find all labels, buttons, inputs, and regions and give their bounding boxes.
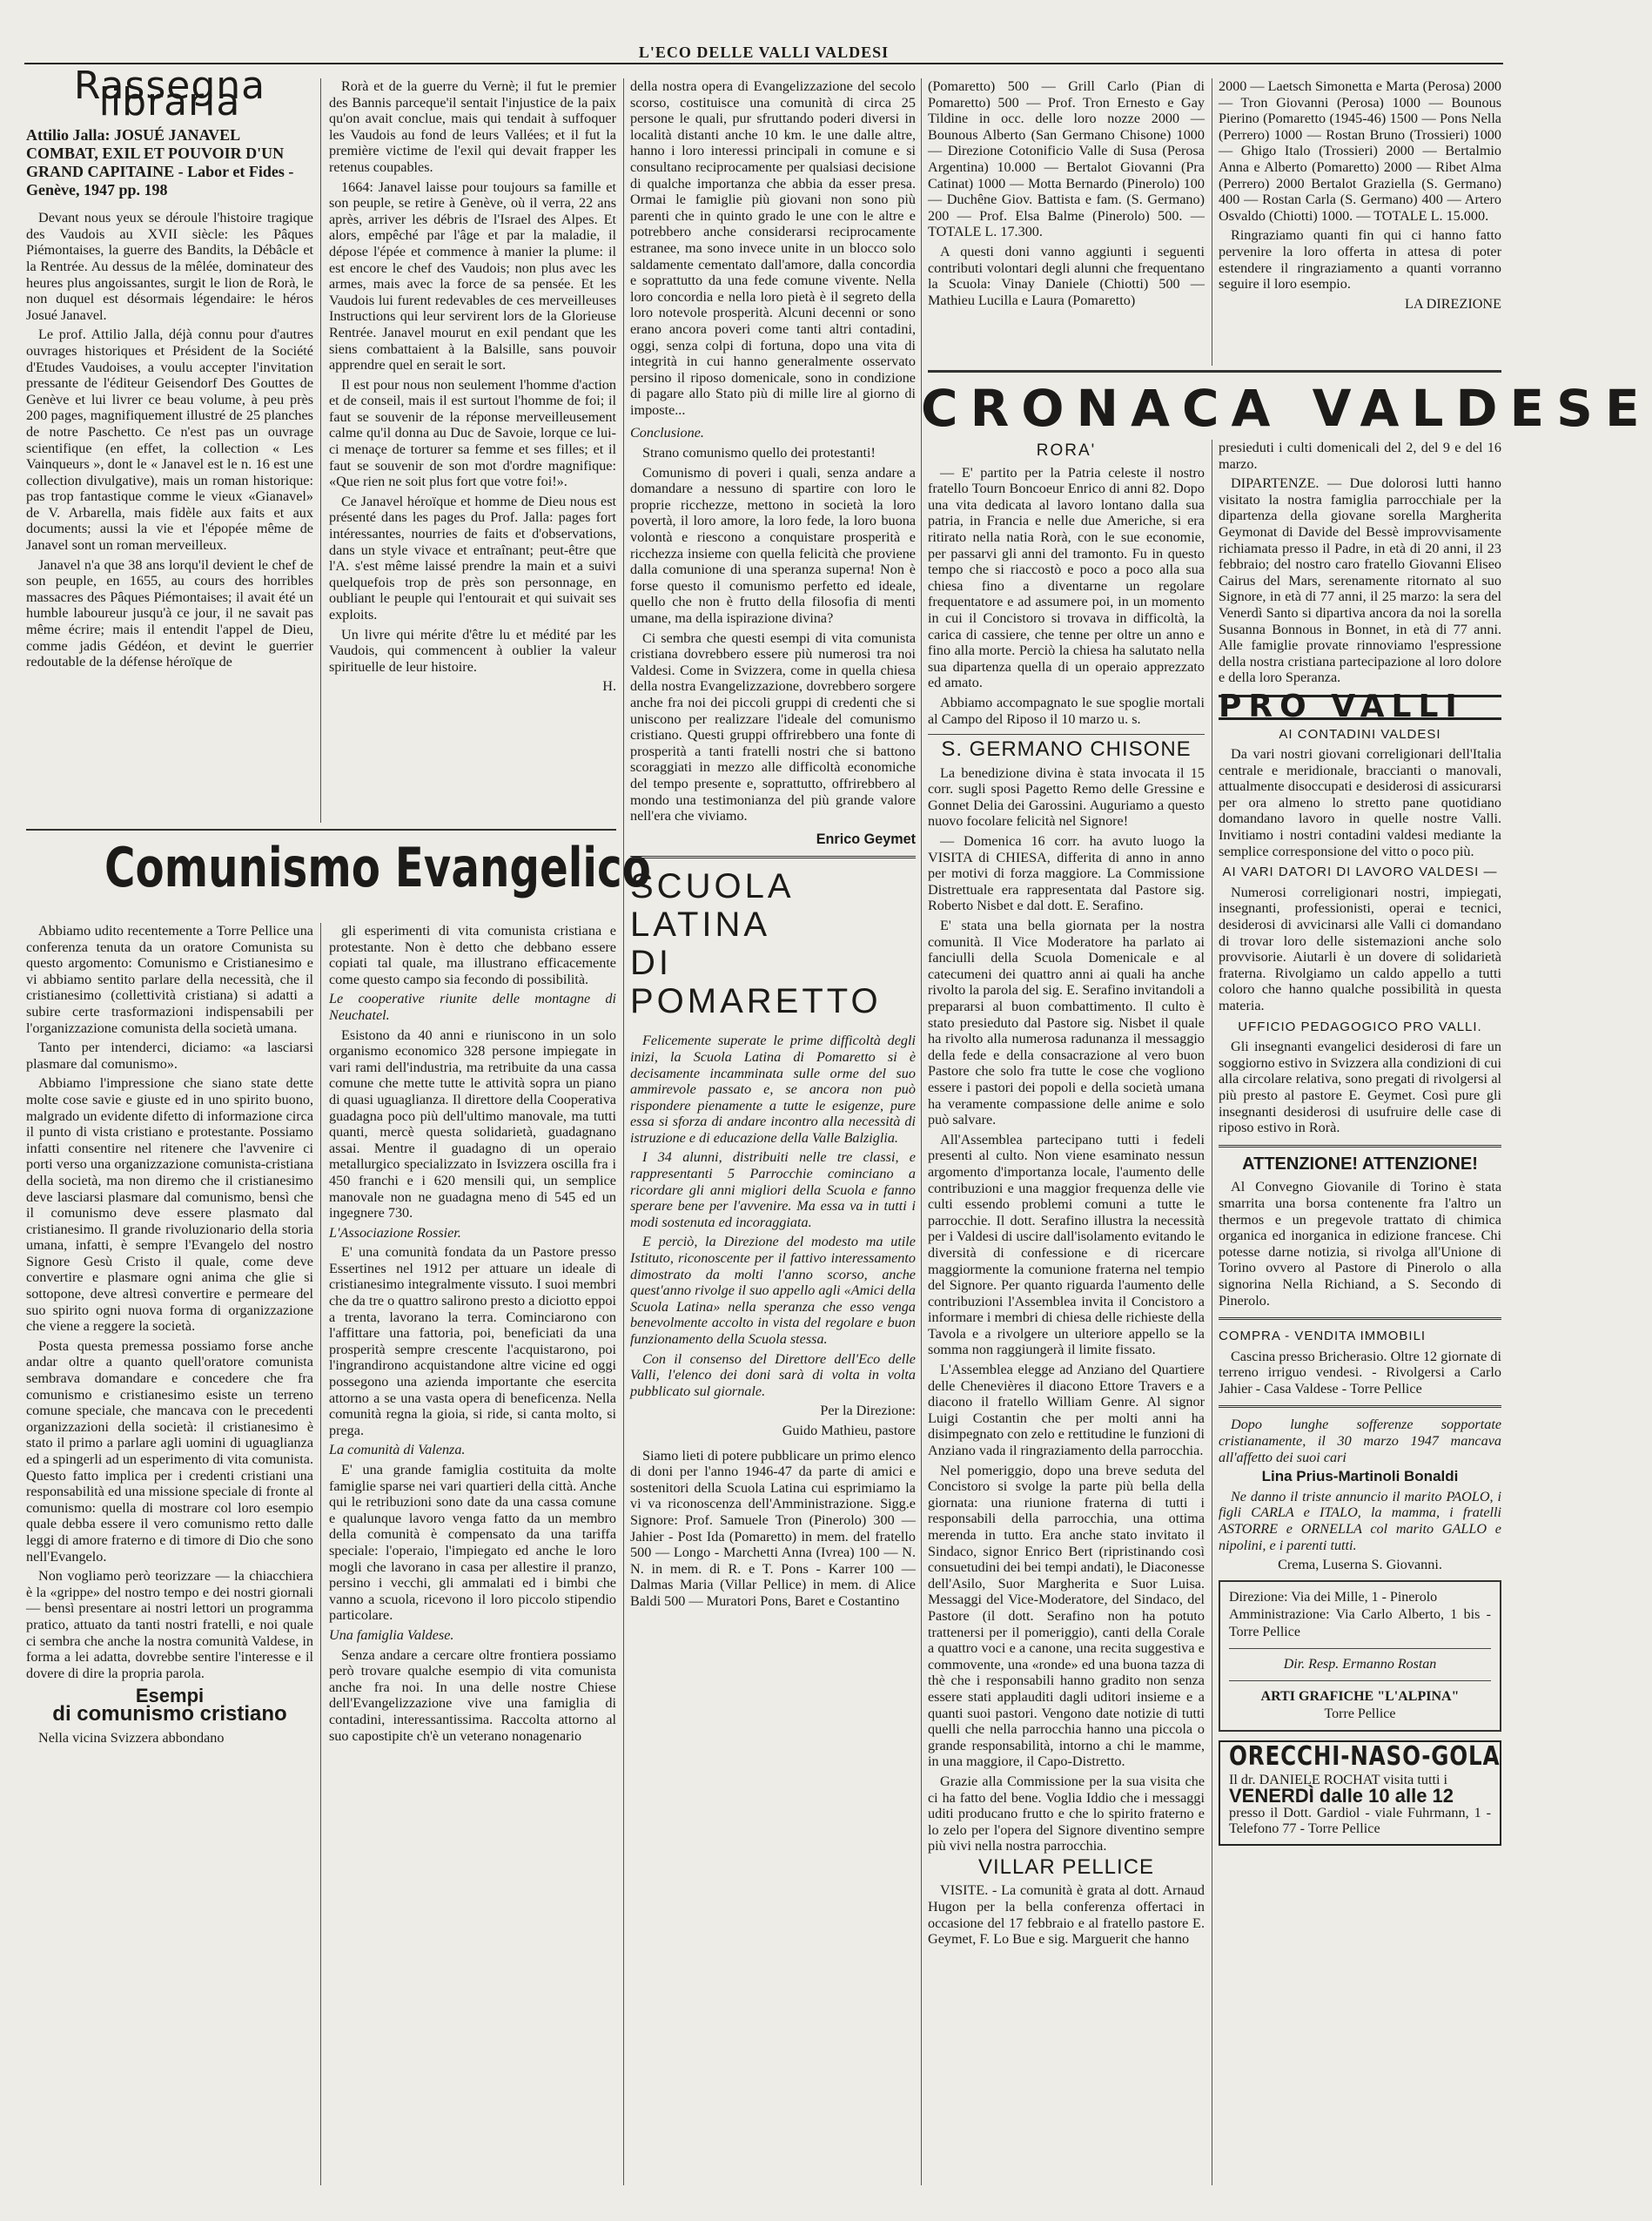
famiglia-heading: Una famiglia Valdese. (329, 1626, 454, 1643)
esempi-subheading: di comunismo cristiano (52, 1701, 287, 1726)
ad-line: Il dr. DANIELE ROCHAT visita tutti i (1229, 1772, 1448, 1788)
ad-address: presso il Dott. Gardiol - viale Fuhrmann, 1 - Telefono 77 - Torre Pellice (1229, 1804, 1491, 1837)
villar-heading: VILLAR PELLICE (977, 1854, 1155, 1879)
rassegna-paragraph: Rorà et de la guerre du Vernè; il fut le premier des Bannis parceque'il sentait l'injustice de la paix qu'on avait conclue, mais qui tendait à suffoquer les Vaudois au fond de leurs Vallées; et il fut la première victime de l'exil qui devait frapper les retenus coupables. (329, 78, 616, 175)
direzione-line: Direzione: Via dei Mille, 1 - Pinerolo (1229, 1589, 1438, 1605)
article-paragraph: Nella vicina Svizzera abbondano (38, 1729, 225, 1746)
doni-paragraph: A questi doni vanno aggiunti i seguenti contributi volontari degli alunni che frequentano la Scuola: Vinay Daniele (Chiotti) 500 — Mathieu Lucilla e Laura (Pomaretto) (928, 243, 1205, 308)
article-paragraph: Strano comunismo quello dei protestanti! (642, 445, 876, 461)
attenzione-heading: ATTENZIONE! ATTENZIONE! (1242, 1154, 1478, 1174)
cronaca-paragraph: presieduti i culti domenicali del 2, del 9 e del 16 marzo. (1219, 440, 1501, 472)
provalli-heading: PRO VALLI (1219, 695, 1501, 720)
section-rule (1219, 1317, 1501, 1320)
cronaca-paragraph: — Domenica 16 corr. ha avuto luogo la VISITA di CHIESA, differita di anno in anno per motivi di forza maggiore. La Commissione Distrettuale era rappresentata dal Pastore sig. Roberto Nisbet e dal dott. E. Serafino. (928, 833, 1205, 914)
rassegna-paragraph: Un livre qui mérite d'être lu et médité par les Vaudois, qui commencent à oublier la valeur spirituelle de leur histoire. (329, 626, 616, 675)
doni-paragraph: (Pomaretto) 500 — Grill Carlo (Pian di Pomaretto) 500 — Prof. Tron Ernesto e Gay Tildine in occ. delle loro nozze 2000 — Bounous Alberto (San Germano Chisone) 1000 — Direzione Cotonificio Valle di Susa (Perosa Argentina) 10.000 — Bertalot Giovanni (Pra Catinat) 1000 — Motta Bernardo (Pinerolo) 100 — Duchêne Giov. Battista e fam. (S. Germano) 200 — Prof. Elsa Balme (Pinerolo) 500. — TOTALE L. 17.300. (928, 78, 1205, 240)
scuola-paragraph: Felicemente superate le prime difficoltà degli inizi, la Scuola Latina di Pomaretto si è decisamente incamminata sulle orme del suo ammirevole passato e, se ancora non può rispondere pienamente a tutte le esigenze, pure essa si sforza di andare incontro alla necessità di istruzione e di educazione della Valle Balziglia. (630, 1033, 916, 1146)
section-rule (928, 370, 1501, 373)
article-paragraph: Non vogliamo però teorizzare — la chiacchiera è la «grippe» del nostro tempo e dei nostri giornali — bensì presentare ai nostri lettori un programma pratico, attuato da tanti nostri fratelli, e noi quale ci sembra che anche la nostra comunità Valdese, in forma a lei adatta, dovrebbe sentire l'interesse e il dovere di dire la propria parola. (26, 1568, 313, 1681)
scuola-paragraph: Con il consenso del Direttore dell'Eco delle Valli, l'elenco dei doni sarà di volta in volta pubblicato sul giornale. (630, 1350, 916, 1399)
book-title: Attilio Jalla: JOSUÉ JANAVEL COMBAT, EXIL ET POUVOIR D'UN GRAND CAPITAINE - Labor et Fides - Genève, 1947 pp. 198 (26, 126, 294, 199)
article-paragraph: E' una comunità fondata da un Pastore presso Essertines nel 1912 per attuare un ideale di cristianesimo integralmente vissuto. I suoi membri che da tre o quattro salirono presto a diciotto eppoi a trenta, lavorano la terra. Cominciarono con l'affittare una fattoria, poi, beneficiati da una prosperità sempre crescente l'acquistarono, poi l'ingrandirono acquistandone altre vicine ed oggi possegono una azienda importante che esercita attorno a se una vasta opera di beneficenza. Nella comunità regna la gioia, si ride, si canta molto, si prega. (329, 1244, 616, 1438)
cronaca-paragraph: All'Assemblea partecipano tutti i fedeli presenti al culto. Non viene esaminato nessun argomento d'importanza locale, l'aumento delle contribuzioni e una maggior frequenza delle vie culti essendo problemi comuni a tutte le parrocchie. Il dott. Serafino illustra la necessità per i Valdesi di uscire dall'isolamento evitando le diversità di confessione e di ricercare maggiormente la comunione fraterna nel tempio del Signore. Per quanto riguarda l'aumento delle contribuzioni l'Assemblea invita il Concistoro a informare i membri di chiesa delle richieste della Tavola e a rivolgere un ulteriore appello se la somma non raggiungerà il limite fissato. (928, 1131, 1205, 1358)
direttore-line: Dir. Resp. Ermanno Rostan (1283, 1656, 1437, 1672)
section-rule (1219, 1405, 1501, 1408)
valenza-heading: La comunità di Valenza. (329, 1442, 466, 1458)
cronaca-paragraph: Grazie alla Commissione per la sua visita che ci ha fatto del bene. Voglia Iddio che i messaggi uditi producano frutto e che lo spirito fraterno e lo zelo per l'opera del Signore diventino sempre più vivi nella nostra parrocchia. (928, 1773, 1205, 1854)
article-paragraph: Esistono da 40 anni e riuniscono in un solo organismo economico 328 persone impiegate in vari rami dell'industria, ma retribuite da una cassa comune che mette tutte le attività sopra un piano di quasi uguaglianza. Il direttore della Cooperativa guadagna poco più dell'ultimo manovale, ma tutti quanti, mercè questa solidarietà, guadagnano assai. Mentre il guadagno di un operaio metallurgico specializzato in Isvizzera oscilla fra i 450 franchi e i 620 mensili qui, un semplice manovale non ne guadagna meno di 545 ed un ingegnere 730. (329, 1026, 616, 1222)
ad-title: ORECCHI-NASO-GOLA (1229, 1740, 1501, 1772)
column-3 (630, 78, 916, 2185)
rassegna-paragraph: 1664: Janavel laisse pour toujours sa famille et son peuple, se retire à Genève, où il verra, 22 ans après, arriver les débris de l'Israel des Alpes. Et alors, empêché par l'âge et par la maladie, il dépose l'épée et commence à manier la plume: il est encore le chef des Vaudois; non plus avec les armes, mais avec la force de sa pensée. Et les Vaudois lui furent redevables de ces merveilleuses Instructions qui leur servirent lors de la Glorieuse Rentrée. Janavel mourut en exil pendant que les siens combattaient à la Balsille, sans pouvoir apprendre quel en serait le sort. (329, 178, 616, 374)
provalli-paragraph: Da vari nostri giovani correligionari dell'Italia centrale e meridionale, braccianti o manovali, attualmente disoccupati e desiderosi di assicurarsi per ora almeno lo stretto pane quotidiano domandano lavoro in quelle nostre Valli. Invitiamo i nostri contadini valdesi mediante la semplice corresponsione del vitto o poco più. (1219, 746, 1501, 859)
article-paragraph: Posta questa premessa possiamo forse anche andar oltre a quanto quell'oratore comunista sembrava domandare e concedere che fra comunismo e cristianesimo esiste un terreno comune speciale, che mancava con le precedenti organizzazioni della società: il cristianesimo è stato il primo a parlare agli uomini di uguaglianza ed a spingerli ad un esperimento di vita comunista. Questo fatto implica per i credenti cristiani una responsabilità ed una missione speciale di fronte al comunismo: quella di mostrare col loro esempio quale debba essere il vero comunismo retto dalle leggi di amore fraterno e di timore di Dio che sono nell'Evangelo. (26, 1337, 313, 1565)
provalli-paragraph: Numerosi correligionari nostri, impiegati, insegnanti, professionisti, operai e tecnici, desiderosi di avvicinarsi alle Valli ci domandano di trovar loro delle sistemazioni anche solo provvisorie. Aiutarli è un dovere di solidarietà fraterna. Rivolgiamo un caldo appello a tutti coloro che hanno qualche possibilità in questa materia. (1219, 884, 1501, 1013)
cronaca-paragraph: L'Assemblea elegge ad Anziano del Quartiere delle Chenevières il diacono Ettore Travers e a diacono il fratello William Genre. Al signor Luigi Costantin che per molti anni ha disimpegnato con zelo e rettitudine le funzioni di Anziano vada il ringraziamento della parrocchia. (928, 1362, 1205, 1459)
article-paragraph: Abbiamo udito recentemente a Torre Pellice una conferenza tenuta da un oratore Comunista su questo argomento: Comunismo e Cristianesimo e vi abbiamo sentito parlare della necessità, che il cristianesimo (collettività cristiana) si adatti a subire certe trasformazioni indispensabili per l'organizzazione comunista della società umana. (26, 923, 313, 1036)
sgermano-heading: S. GERMANO CHISONE (941, 737, 1192, 762)
amministrazione-line: Amministrazione: Via Carlo Alberto, 1 bis - Torre Pellice (1229, 1606, 1491, 1639)
cronaca-heading: CRONACA VALDESE (921, 379, 1652, 438)
datori-heading: AI VARI DATORI DI LAVORO VALDESI — (1222, 865, 1498, 880)
rassegna-col-1 (26, 64, 313, 823)
esempi-heading: Esempi (135, 1685, 205, 1707)
cronaca-paragraph: La benedizione divina è stata invocata il 15 corr. sugli sposi Pagetto Remo delle Gressine e Gonnet Delia dei Garossini. Auguriamo a questo nuovo focolare felicità nel Signore! (928, 764, 1205, 830)
article-paragraph: Abbiamo l'impressione che siano state dette molte cose savie e giuste ed in uno spirito buono, malgrado un evidente difetto di informazione circa il punto di vista cristiano e protestante. Possiamo infatti consentire nel ritenere che l'avvenire ci porti verso una organizzazione comunista-cristiana della società, ma non diremo che il cristianesimo deve lasciarsi plasmare dal comunismo, bensì che il comunismo deve essere plasmato dal cristianesimo. Il grande rivoluzionario della storia umana, infatti, è sempre l'Evangelo del nostro Signore Gesù Cristo il quale, come deve convertire e plasmare ogni anima che glie si sottopone, deve altresì convertire e permeare del suo spirito ogni nuova forma di organizzazione che viene a reggere la società. (26, 1075, 313, 1335)
coop-heading: Le cooperative riunite delle montagne di Neuchatel. (329, 991, 616, 1023)
article-paragraph: della nostra opera di Evangelizzazione del secolo scorso, costituisce una comunità di circa 25 persone le quali, pur sfruttando poderi diversi in località distanti anche 10 km. le une dalle altre, hanno i loro interessi principali in comune e si consultano reciprocamente per qualsiasi decisione di qualche importanza che abbia da esser presa. Ormai le famiglie più giovani non sono più parenti che in quinto grado le une con le altre e potrebbero anche considerarsi reciprocamente estranee, ma sono invece unite in un blocco solo saldamente cementato dall'amore, dalla concordia e soprattutto da una fede comune vivente. Nella loro concordia e nella loro pietà è il segreto della loro notevole prosperità. Alcuni decenni or sono erano ancora poveri come tanti altri contadini, oggi, senza colpi di fortuna, dopo una vita di integrità in cui hanno generalmente osservato persino il riposo domenicale, sono in condizione di pagare allo Stato più di mille lire al giorno di imposte... (630, 78, 916, 418)
provalli-paragraph: Gli insegnanti evangelici desiderosi di fare un soggiorno estivo in Svizzera alla condizioni di cui alla circolare relativa, sono pregati di rivolgersi al più presto al pastore E. Geymet. Così pure gli insegnanti desiderosi di usufruire delle case di riposo estivo in Rorà. (1219, 1039, 1501, 1136)
ufficio-heading: UFFICIO PEDAGOGICO PRO VALLI. (1238, 1019, 1482, 1034)
compra-heading: COMPRA - VENDITA IMMOBILI (1219, 1329, 1427, 1344)
cronaca-paragraph: Nel pomeriggio, dopo una breve seduta del Concistoro si svolge la parte più bella della giornata: una riunione fraterna di tutti i responsabili della parrocchia, una ottima merenda in tutto. Era anche stato invitato il Sindaco, signor Enrico Bert (ripristinando così consuetudini dei bei tempi andati), le Diaconesse dell'Asilo, Suor Margherita e Suor Luisa. Messaggi del Vice-Moderatore, del Sindaco, del Pastore (il dott. Serafino non ha potuto trattenersi per il pomeriggio), canti della Corale a quattro voci e a canone, una recita suggestiva e commovente, una «ronde» ed una buona tazza di thè che i responsabili hanno gradito non senza essere stati applauditi dagli uditori insieme e a quanti suoi pastori. Vengono date notizie di tutti quelli che nella parrocchia hanno una piccola o grande responsabilità, intorno a chi le mamme, in una maggiore, il Capo-Distretto. (928, 1462, 1205, 1770)
doni-paragraph: 2000 — Laetsch Simonetta e Marta (Perosa) 2000 — Tron Giovanni (Perosa) 1000 — Bounous Pierino (Pomaretto (1945-46) 1500 — Pons Nella (Perrero) 1000 — Rostan Bruno (Trossieri) 1000 — Ghigo Italo (Trossieri) 2000 — Bertalmio Anna e Alberto (Pomaretto) 2000 — Ribet Alma (Perrero) 2000 Bertalot Graziella (S. Germano) 400 — Rostan Carla (S. Germano) 400 — Artero Osvaldo (Chiotti) 1000. — TOTALE L. 15.000. (1219, 78, 1502, 224)
article-paragraph: Ci sembra che questi esempi di vita comunista cristiana dovrebbero essere più numerosi tra noi Valdesi. Come in Svizzera, come in quella chiesa della nostra Evangelizzazione, dovrebbero sorgere anche fra noi dei piccoli gruppi di credenti che si uniscono per realizzare l'ideale del comunismo cristiano. Questi gruppi offrirebbero una fonte di prosperità a tanti fratelli nostri che si battono scoraggiati in mezzo alle difficoltà economiche del tempo presente e, soprattutto, offrirebbero al mondo una testimonianza del più grande valore nell'era che viviamo. (630, 629, 916, 824)
attenzione-paragraph: Al Convegno Giovanile di Torino è stata smarrita una borsa contenente fra l'altro un thermos e un pregevole trattato di chimica organica ed inorganica in edizione francese. Chi potesse darne notizia, si rivolga all'Unione di Torino ovvero al Pastore di Pinerolo o alla signorina Nella Richiand, a S. Secondo di Pinerolo. (1219, 1179, 1501, 1309)
doni-paragraph: Ringraziamo quanti fin qui ci hanno fatto pervenire la loro offerta in attesa di poter estendere il ringraziamento a quanti vorranno seguire il loro esempio. (1219, 227, 1501, 293)
column-rule (623, 78, 624, 2185)
rassegna-col-2 (329, 78, 616, 823)
scuola-heading-line-1: SCUOLA LATINA (630, 867, 793, 945)
section-rule (1229, 1680, 1491, 1681)
conclusione-label: Conclusione. (630, 425, 704, 441)
rassegna-paragraph: Ce Janavel héroïque et homme de Dieu nous est présenté dans les pages du Prof. Jalla: pages fort intéressantes, nourries de faits et d'observations, dans un style vivace et entraînant; peut-être que l'A. s'est même laissé prendre la main et a suivi quelquefois trop de près son personnage, en oubliant le peuple qui l'entourait et qui suivait ses exploits. (329, 493, 616, 623)
rassegna-paragraph: Janavel n'a que 38 ans lorqu'il devient le chef de son peuple, en 1655, au cours des horribles massacres des Pâques Piémontaises; il avait été un humble laboureur jusqu'à ce jour, il ne savait pas même écrire; mais il entendit l'appel de Dieu, comme jadis Gédéon, et devint le guerrier redoutable de la défense héroïque de (26, 556, 313, 670)
rassegna-paragraph: Le prof. Attilio Jalla, déjà connu pour d'autres ouvrages historiques et Président de la Société d'Etudes Vaudoises, a voulu accepter l'invitation pressante de l'éditeur Geisendorf Des Gouttes de Genève et lui livrer ce beau volume, à peu près 200 pages, magnifiquement illustré de 25 planches de notre Paschetto. Ce n'est pas un ouvrage scientifique (en effet, la collection « Les Vainqueurs », dont le « Janavel est le n. 16 est une collection divulgative), mais un roman historique: pas trop fantastique comme le vieux «Gianavel» de V. Arbarella, mais fidèle aux faits et aux documents; aussi la vie et l'épopée même de Janavel sont un roman merveilleux. (26, 326, 313, 554)
rossier-heading: L'Associazione Rossier. (329, 1224, 461, 1241)
section-rule (630, 856, 916, 858)
scuola-signature-1: Per la Direzione: (820, 1403, 916, 1419)
comunismo-col-2 (329, 923, 616, 2185)
doni-paragraph: Siamo lieti di potere pubblicare un primo elenco di doni per l'anno 1946-47 da parte di amici e sostenitori della Scuola Latina cui esprimiamo la vi va riconoscenza dell'Amministrazione. Sigg.e Signore: Prof. Samuele Tron (Pinerolo) 300 — Jahier - Post Ida (Pomaretto) in mem. del fratello 500 — Longo - Marchetti Anna (Ivrea) 100 — N. N. in mem. di R. e T. Pons - Karrer 100 — Dalmas Maria (Villar Pellice) in mem. di Alice Baldi 500 — Muratori Pons, Baret e Costantino (630, 1447, 916, 1609)
section-rule (928, 734, 1205, 735)
direzione-box (1219, 1580, 1501, 1732)
scuola-signature-2: Guido Mathieu, pastore (782, 1422, 916, 1438)
cronaca-col-4 (928, 440, 1205, 2185)
arti-grafiche-place: Torre Pellice (1324, 1706, 1396, 1721)
ad-hours: VENERDÌ dalle 10 alle 12 (1229, 1785, 1454, 1807)
article-paragraph: E' una grande famiglia costituita da molte famiglie sparse nei vari quartieri della città. Anche qui le retribuzioni sono date da una cassa comune e qualunque lavoro venga fatto da un membro della comunità è compensato da una tariffa speciale: l'operaio, l'impiegato ed anche le loro mogli che lavorano in casa per allestire il pranzo, persino i vecchi, gli ammalati ed i bimbi che vanno a scuola, ricevono il loro piccolo stipendio particolare. (329, 1462, 616, 1624)
rassegna-paragraph: Il est pour nous non seulement l'homme d'action et de conseil, mais il est surtout l'homme de foi; il faut se souvenir de la réponse merveilleusement calme qu'il donna au Duc de Savoie, lorque ce lui-ci menaçe de torturer sa femme et ses filles; et il faut se souvenir de son mot d'ordre magnifique: «Que rien ne soit plus fort que votre foi!». (329, 376, 616, 490)
contadini-heading: AI CONTADINI VALDESI (1279, 726, 1441, 742)
article-signature: Enrico Geymet (816, 831, 916, 847)
cronaca-col-5 (1219, 440, 1501, 2185)
article-paragraph: Senza andare a cercare oltre frontiera possiamo però trovare qualche esempio di vita comunista anche fra noi. In una delle nostre Chiese dell'Evangelizzazione vive una famiglia di contadini, interessantissima. Raccolta attorno al suo capostipite ch'è un veterano nonagenario (329, 1646, 616, 1744)
section-rule (1229, 1648, 1491, 1649)
masthead: L'ECO DELLE VALLI VALDESI (638, 44, 890, 61)
scuola-heading-line-2: DI POMARETTO (630, 944, 882, 1021)
obit-name: Lina Prius-Martinoli Bonaldi (1261, 1468, 1459, 1485)
rassegna-heading: Rassegna libraria (73, 64, 266, 125)
cronaca-paragraph: — E' partito per la Patria celeste il nostro fratello Tourn Boncoeur Enrico di anni 82. Dopo una vita dedicata al lavoro lontano dalla sua patria, in Francia e nelle due Americhe, si era ritirato nella natia Rorà, con le sue economie, per passarvi gli anni del tramonto. Fu in questo tempo che si riaccostò e poco a poco alla sua chiesa fino a diventarne un regolare frequentatore e ad assumere poi, in un momento in cui il Concistoro si trovava in difficoltà, la carica di cassiere, che tenne per oltre un anno e fino alla morte. Perciò la chiesa ha salutato nella sua dipartenza quella di un operaio apprezzato ed amato. (928, 464, 1205, 691)
obit-place: Crema, Luserna S. Giovanni. (1278, 1557, 1442, 1573)
article-paragraph: Comunismo di poveri i quali, senza andare a domandare a nessuno di spartire con loro le proprie ricchezze, mettono in società la loro povertà, il loro amore, la loro fede, la loro buona volontà e riescono a conquistare prosperità e ricchezza insieme con quella felicità che proviene dalla comunione di una speranza superna! Non è forse questo il comunismo perfetto ed ideale, quello che non è frutto della filosofia di menti umane, ma della ispirazione divina? (630, 464, 916, 626)
arti-grafiche-line: ARTI GRAFICHE "L'ALPINA" (1260, 1688, 1460, 1704)
scuola-paragraph: E perciò, la Direzione del modesto ma utile Istituto, riconoscente per il fattivo interessamento dimostrato da molti l'anno scorso, anche quest'anno rivolge il suo appello agli «Amici della Scuola Latina» nella speranza che esso venga benevolmente accolto in vista del regolare e buon funzionamento della Scuola stessa. (630, 1234, 916, 1347)
doni-signature: LA DIREZIONE (1404, 295, 1501, 312)
rassegna-signature: H. (602, 678, 616, 695)
column-rule (320, 923, 321, 2185)
obit-intro: Dopo lunghe sofferenze sopportate cristianamente, il 30 marzo 1947 mancava all'affetto dei suoi cari (1219, 1417, 1501, 1465)
cronaca-paragraph: DIPARTENZE. — Due dolorosi lutti hanno visitato la nostra famiglia parrocchiale per la dipartenza della giovane sorella Margherita Geymonat di Davide del Bessè improvvisamente richiamata presso il Padre, in età di 20 anni, il 23 febbraio; del nostro caro fratello Giovanni Eliseo Cairus del Mars, serenamente ritornato al suo Signore, in età di 77 anni, il 25 marzo: la sera del Venerdì Santo si dipartiva ancora da noi la sorella Susanna Bonnous in Bonnet, in età di 77 anni. Alle famiglie provate rinnoviamo l'espressione della nostra cristiana partecipazione al loro dolore e della loro Speranza. (1219, 475, 1501, 686)
obit-text: Ne danno il triste annuncio il marito PAOLO, i figli CARLA e ITALO, la mamma, i fratelli ASTORRE e ORNELLA col marito GALLO e nipolini, e i parenti tutti. (1219, 1488, 1501, 1553)
scuola-paragraph: I 34 alunni, distribuiti nelle tre classi, e rappresentanti 5 Parrocchie cominciano a ricordare gli anni migliori della Scuola e fanno sperare bene per l'avvenire. Ma essa va in tutti i modi sostenuta ed incoraggiata. (630, 1149, 916, 1230)
ad-box (1219, 1740, 1501, 1846)
cronaca-paragraph: VISITE. - La comunità è grata al dott. Arnaud Hugon per la bella conferenza offertaci in occasione del 17 febbraio e al fratello pastore E. Geymet, F. Lo Bue e sig. Marguerit che hanno (928, 1882, 1205, 1948)
article-paragraph: Tanto per intenderci, diciamo: «a lasciarsi plasmare dal comunismo». (26, 1040, 313, 1072)
scuola-heading (630, 867, 916, 1020)
rassegna-paragraph: Devant nous yeux se déroule l'histoire tragique des Vaudois au XVII siècle: les Pâques Piémontaises, la guerre des Bandits, la Débâcle et la Rentrée. Au dessus de la mêlée, dominateur des heures plus angoissantes, surgit le lion de Rorà, le non duquel est désormais légendaire: le héros Josué Janavel. (26, 210, 313, 323)
comunismo-heading: Comunismo Evangelico (104, 836, 651, 899)
rora-heading: RORA' (1036, 441, 1097, 460)
cronaca-paragraph: E' stata una bella giornata per la nostra comunità. Il Vice Moderatore ha parlato ai fanciulli della Scuola Domenicale e al catecumeni dei quattro anni ai quali ha anche rivolto la parola del sig. E. Serafino invitandoli a prepararsi al buon combattimento. Il culto è stato presieduto dal Pastore sig. Nisbet il quale ha rivolto alla numerosa radunanza il messaggio della fede e della consacrazione al vero buon Pastore che solo fra tutte le cose che vogliono essere i pastori dei popoli e della società umana ha veramente compassione delle anime e solo può salvare. (928, 918, 1205, 1128)
section-rule (26, 829, 616, 831)
comunismo-col-1 (26, 923, 313, 2185)
doni-col-4 (928, 78, 1205, 366)
doni-col-5 (1219, 78, 1501, 366)
cronaca-paragraph: Abbiamo accompagnato le sue spoglie mortali al Campo del Riposo il 10 marzo u. s. (928, 694, 1205, 727)
column-rule (320, 78, 321, 823)
compra-paragraph: Cascina presso Bricherasio. Oltre 12 giornate di terreno irriguo vendesi. - Rivolgersi a Carlo Jahier - Casa Valdese - Torre Pellice (1219, 1348, 1501, 1397)
article-paragraph: gli esperimenti di vita comunista cristiana e protestante. Non è detto che debbano essere copiati tal quale, ma illustrano efficacemente come questo campo sia fecondo di possibilità. (329, 923, 616, 987)
section-rule (1219, 1145, 1501, 1148)
